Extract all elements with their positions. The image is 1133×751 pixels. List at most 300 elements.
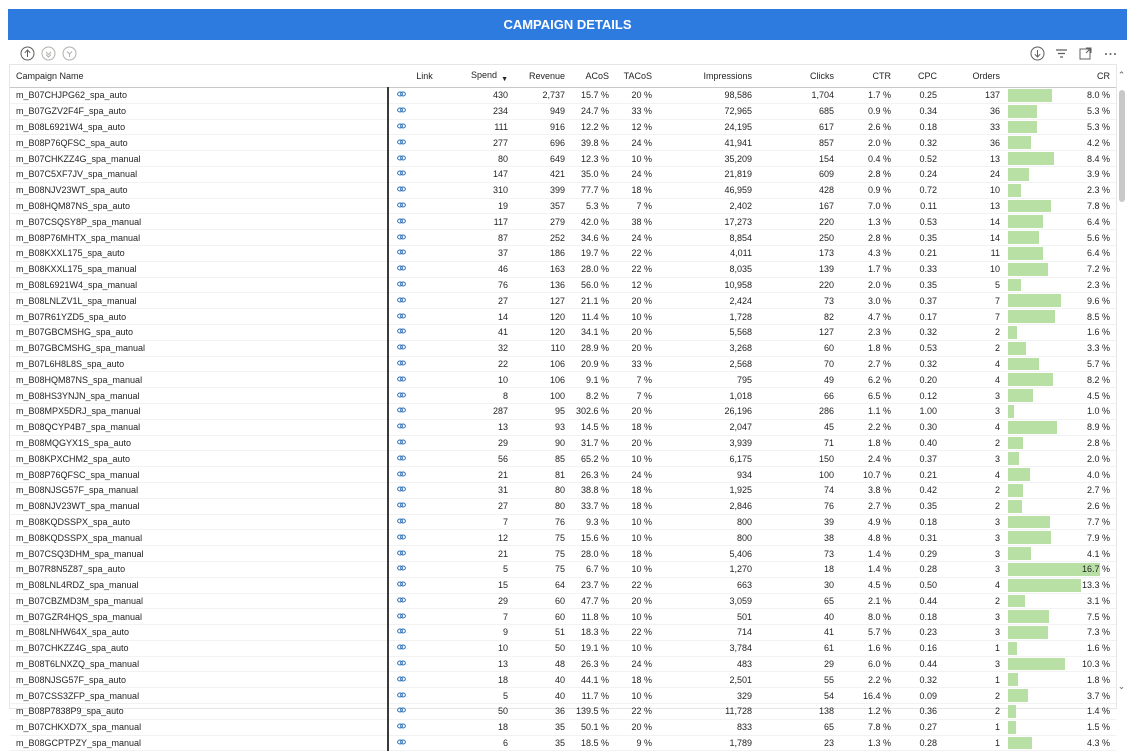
table-row[interactable] [10,498,1116,514]
column-header-cr[interactable]: CR [1006,65,1116,88]
table-row[interactable] [10,135,1116,151]
cpc-cell: 0.21 [897,245,943,261]
column-header-orders[interactable]: Orders [943,65,1006,88]
clicks-cell: 65 [758,593,840,609]
link-icon[interactable] [397,201,406,211]
clicks-cell: 60 [758,340,840,356]
link-icon[interactable] [397,217,406,227]
link-icon[interactable] [397,154,406,164]
cpc-cell: 0.50 [897,577,943,593]
campaign-name-cell: m_B07C5XF7JV_spa_manual [10,166,388,182]
link-icon[interactable] [397,659,406,669]
link-cell [388,340,461,356]
cr-data-bar [1008,326,1017,339]
link-cell [388,704,461,720]
impressions-cell: 10,958 [658,277,758,293]
tacos-cell: 24 % [615,166,658,182]
cr-data-bar [1008,579,1081,592]
ctr-cell: 1.7 % [840,261,897,277]
link-cell [388,88,461,104]
cr-value: 4.2 % [1086,137,1110,148]
link-cell [388,182,461,198]
column-header-link[interactable] [388,65,461,88]
link-cell [388,688,461,704]
cr-value: 2.6 % [1086,501,1110,512]
table-row[interactable] [10,640,1116,656]
spend-cell: 18 [461,719,514,735]
tacos-cell: 10 % [615,640,658,656]
link-icon[interactable] [397,675,406,685]
table-row[interactable] [10,625,1116,641]
impressions-cell: 663 [658,577,758,593]
cpc-cell: 0.33 [897,261,943,277]
link-cell [388,261,461,277]
scroll-up-icon[interactable]: ⌃ [1117,70,1126,80]
table-row[interactable] [10,656,1116,672]
revenue-cell: 2,737 [514,88,571,104]
table-row[interactable] [10,514,1116,530]
cr-value: 5.6 % [1086,232,1110,243]
revenue-cell: 120 [514,324,571,340]
cr-data-bar [1008,310,1055,323]
tacos-cell: 20 % [615,340,658,356]
more-options-icon[interactable] [1103,46,1118,61]
link-icon[interactable] [397,549,406,559]
orders-cell: 2 [943,482,1006,498]
ctr-cell: 4.8 % [840,530,897,546]
impressions-cell: 8,035 [658,261,758,277]
impressions-cell: 8,854 [658,230,758,246]
orders-cell: 2 [943,324,1006,340]
table-row[interactable] [10,230,1116,246]
filter-icon[interactable] [1054,46,1069,61]
cr-data-bar [1008,294,1061,307]
link-icon[interactable] [397,564,406,574]
tacos-cell: 22 % [615,245,658,261]
table-row[interactable] [10,372,1116,388]
table-row[interactable] [10,672,1116,688]
tacos-cell: 18 % [615,482,658,498]
cpc-cell: 0.09 [897,688,943,704]
link-icon[interactable] [397,422,406,432]
table-row[interactable] [10,561,1116,577]
cr-data-bar [1008,358,1039,371]
link-icon[interactable] [397,738,406,748]
link-cell [388,625,461,641]
table-row[interactable] [10,482,1116,498]
link-icon[interactable] [397,438,406,448]
ctr-cell: 1.7 % [840,88,897,104]
table-row[interactable] [10,356,1116,372]
tacos-cell: 20 % [615,403,658,419]
cr-value: 7.2 % [1086,264,1110,275]
table-row[interactable] [10,166,1116,182]
link-icon[interactable] [397,470,406,480]
visual-toolbar [8,44,1127,62]
campaign-name-cell: m_B08L6921W4_spa_manual [10,277,388,293]
campaign-name-cell: m_B08MPX5DRJ_spa_manual [10,403,388,419]
orders-cell: 1 [943,640,1006,656]
tacos-cell: 38 % [615,214,658,230]
table-row[interactable] [10,735,1116,751]
revenue-cell: 75 [514,530,571,546]
ctr-cell: 2.2 % [840,419,897,435]
revenue-cell: 40 [514,688,571,704]
link-cell [388,119,461,135]
acos-cell: 56.0 % [571,277,615,293]
link-cell [388,451,461,467]
spend-cell: 8 [461,388,514,404]
scrollbar-thumb[interactable] [1119,90,1125,202]
orders-cell: 3 [943,609,1006,625]
cr-cell [1006,546,1116,562]
cr-data-bar [1008,389,1033,402]
table-row[interactable] [10,198,1116,214]
link-cell [388,135,461,151]
orders-cell: 3 [943,561,1006,577]
cr-value: 7.7 % [1086,516,1110,527]
column-header-impressions[interactable]: Impressions [658,65,758,88]
table-row[interactable] [10,403,1116,419]
link-icon[interactable] [397,501,406,511]
revenue-cell: 60 [514,593,571,609]
cpc-cell: 0.42 [897,482,943,498]
ctr-cell: 2.1 % [840,593,897,609]
cr-value: 5.7 % [1086,358,1110,369]
impressions-cell: 501 [658,609,758,625]
link-icon[interactable] [397,533,406,543]
spend-cell: 5 [461,688,514,704]
cr-cell [1006,514,1116,530]
table-row[interactable] [10,451,1116,467]
link-icon[interactable] [397,106,406,116]
tacos-cell: 18 % [615,672,658,688]
campaign-name-cell: m_B07CSQ3DHM_spa_manual [10,546,388,562]
table-row[interactable] [10,151,1116,167]
link-icon[interactable] [397,722,406,732]
table-row[interactable] [10,293,1116,309]
impressions-cell: 3,059 [658,593,758,609]
table-row[interactable] [10,388,1116,404]
table-row[interactable] [10,119,1116,135]
impressions-cell: 4,011 [658,245,758,261]
cpc-cell: 0.44 [897,656,943,672]
link-icon[interactable] [397,454,406,464]
spend-cell: 430 [461,88,514,104]
campaign-name-cell: m_B08KXXL175_spa_auto [10,245,388,261]
link-icon[interactable] [397,122,406,132]
link-icon[interactable] [397,627,406,637]
link-icon[interactable] [397,706,406,716]
clicks-cell: 38 [758,530,840,546]
column-header-cpc[interactable]: CPC [897,65,943,88]
impressions-cell: 800 [658,514,758,530]
revenue-cell: 252 [514,230,571,246]
cr-data-bar [1008,247,1043,260]
table-row[interactable] [10,577,1116,593]
cpc-cell: 0.32 [897,135,943,151]
cr-data-bar [1008,547,1031,560]
campaign-name-cell: m_B08NJSG57F_spa_manual [10,482,388,498]
ctr-cell: 3.0 % [840,293,897,309]
cpc-cell: 0.11 [897,198,943,214]
link-icon[interactable] [397,580,406,590]
focus-mode-icon[interactable] [1078,46,1093,61]
spend-cell: 29 [461,593,514,609]
cr-cell [1006,261,1116,277]
cr-value: 8.5 % [1086,311,1110,322]
table-row[interactable] [10,277,1116,293]
orders-cell: 13 [943,198,1006,214]
tacos-cell: 20 % [615,324,658,340]
vertical-scrollbar[interactable] [1116,64,1127,707]
campaign-name-cell: m_B08NJV23WT_spa_manual [10,498,388,514]
ctr-cell: 8.0 % [840,609,897,625]
cr-value: 4.5 % [1086,390,1110,401]
acos-cell: 47.7 % [571,593,615,609]
tacos-cell: 18 % [615,182,658,198]
table-row[interactable] [10,103,1116,119]
cr-data-bar [1008,342,1026,355]
table-row[interactable] [10,530,1116,546]
link-cell [388,198,461,214]
campaign-name-cell: m_B08LNL4RDZ_spa_manual [10,577,388,593]
table-row[interactable] [10,704,1116,720]
table-row[interactable] [10,324,1116,340]
cr-data-bar [1008,610,1049,623]
link-icon[interactable] [397,359,406,369]
column-header-link-label: Link [416,71,433,81]
clicks-cell: 71 [758,435,840,451]
link-cell [388,719,461,735]
ctr-cell: 2.7 % [840,356,897,372]
link-cell [388,277,461,293]
spend-cell: 6 [461,735,514,751]
revenue-cell: 80 [514,498,571,514]
campaign-name-cell: m_B08NJSG57F_spa_auto [10,672,388,688]
column-header-tacos[interactable]: TACoS [615,65,658,88]
table-row[interactable] [10,245,1116,261]
tacos-cell: 22 % [615,261,658,277]
expand-next-level-icon[interactable] [62,46,77,61]
impressions-cell: 2,424 [658,293,758,309]
link-icon[interactable] [397,375,406,385]
tacos-cell: 24 % [615,467,658,483]
table-row[interactable] [10,261,1116,277]
link-icon[interactable] [397,185,406,195]
link-icon[interactable] [397,138,406,148]
acos-cell: 18.3 % [571,625,615,641]
impressions-cell: 2,501 [658,672,758,688]
drill-mode-icon[interactable] [1030,46,1045,61]
cpc-cell: 0.53 [897,340,943,356]
spend-cell: 29 [461,435,514,451]
drill-down-icon[interactable] [41,46,56,61]
cr-data-bar [1008,673,1018,686]
link-icon[interactable] [397,343,406,353]
impressions-cell: 3,784 [658,640,758,656]
impressions-cell: 24,195 [658,119,758,135]
link-cell [388,103,461,119]
acos-cell: 28.0 % [571,261,615,277]
cr-cell [1006,735,1116,751]
spend-cell: 7 [461,514,514,530]
impressions-cell: 1,270 [658,561,758,577]
clicks-cell: 82 [758,309,840,325]
table-row[interactable] [10,340,1116,356]
cr-cell [1006,419,1116,435]
column-header-revenue[interactable]: Revenue [514,65,571,88]
table-row[interactable] [10,593,1116,609]
cr-value: 1.8 % [1086,674,1110,685]
cr-data-bar [1008,373,1053,386]
link-cell [388,546,461,562]
campaign-name-cell: m_B08QCYP4B7_spa_manual [10,419,388,435]
drill-up-icon[interactable] [20,46,35,61]
link-icon[interactable] [397,517,406,527]
spend-cell: 56 [461,451,514,467]
link-icon[interactable] [397,280,406,290]
cr-value: 3.1 % [1086,595,1110,606]
clicks-cell: 55 [758,672,840,688]
spend-cell: 7 [461,609,514,625]
scroll-down-icon[interactable]: ⌄ [1117,681,1126,691]
revenue-cell: 916 [514,119,571,135]
impressions-cell: 35,209 [658,151,758,167]
ctr-cell: 2.3 % [840,324,897,340]
ctr-cell: 1.8 % [840,435,897,451]
cr-data-bar [1008,642,1017,655]
campaign-name-cell: m_B08LNLZV1L_spa_manual [10,293,388,309]
link-cell [388,561,461,577]
orders-cell: 4 [943,577,1006,593]
impressions-cell: 483 [658,656,758,672]
tacos-cell: 10 % [615,561,658,577]
spend-cell: 15 [461,577,514,593]
cr-cell [1006,309,1116,325]
table-row[interactable] [10,309,1116,325]
spend-cell: 13 [461,656,514,672]
orders-cell: 4 [943,356,1006,372]
column-header-spend[interactable] [461,65,514,88]
link-icon[interactable] [397,485,406,495]
link-icon[interactable] [397,169,406,179]
table-row[interactable] [10,467,1116,483]
cr-data-bar [1008,136,1031,149]
cr-cell [1006,656,1116,672]
orders-cell: 1 [943,719,1006,735]
cr-data-bar [1008,89,1052,102]
cpc-cell: 0.28 [897,735,943,751]
ctr-cell: 4.3 % [840,245,897,261]
cr-data-bar [1008,421,1057,434]
campaign-name-cell: m_B08LNHW64X_spa_auto [10,625,388,641]
cr-cell [1006,640,1116,656]
link-cell [388,293,461,309]
cr-cell [1006,88,1116,104]
cr-cell [1006,198,1116,214]
table-row[interactable] [10,88,1116,104]
link-icon[interactable] [397,596,406,606]
table-row[interactable] [10,214,1116,230]
orders-cell: 3 [943,388,1006,404]
tacos-cell: 33 % [615,356,658,372]
impressions-cell: 17,273 [658,214,758,230]
link-icon[interactable] [397,312,406,322]
campaign-name-cell: m_B07CHKZZ4G_spa_manual [10,151,388,167]
acos-cell: 11.7 % [571,688,615,704]
table-row[interactable] [10,419,1116,435]
column-header-campaign-name[interactable]: Campaign Name [10,65,388,88]
link-cell [388,482,461,498]
tacos-cell: 18 % [615,419,658,435]
link-icon[interactable] [397,691,406,701]
link-icon[interactable] [397,90,406,100]
acos-cell: 50.1 % [571,719,615,735]
link-icon[interactable] [397,327,406,337]
spend-cell: 117 [461,214,514,230]
column-header-ctr[interactable]: CTR [840,65,897,88]
clicks-cell: 617 [758,119,840,135]
cr-data-bar [1008,452,1019,465]
orders-cell: 7 [943,309,1006,325]
cr-cell [1006,719,1116,735]
cr-value: 4.1 % [1086,548,1110,559]
cr-data-bar [1008,595,1025,608]
orders-cell: 4 [943,372,1006,388]
table-row[interactable] [10,688,1116,704]
link-icon[interactable] [397,233,406,243]
link-icon[interactable] [397,296,406,306]
revenue-cell: 90 [514,435,571,451]
table-row[interactable] [10,182,1116,198]
link-icon[interactable] [397,264,406,274]
clicks-cell: 286 [758,403,840,419]
cr-cell [1006,293,1116,309]
link-icon[interactable] [397,406,406,416]
link-cell [388,577,461,593]
cr-data-bar [1008,484,1023,497]
cr-cell [1006,388,1116,404]
link-icon[interactable] [397,248,406,258]
link-icon[interactable] [397,643,406,653]
table-row[interactable] [10,546,1116,562]
link-icon[interactable] [397,612,406,622]
cr-cell [1006,166,1116,182]
column-header-acos[interactable]: ACoS [571,65,615,88]
ctr-cell: 6.5 % [840,388,897,404]
link-cell [388,324,461,340]
revenue-cell: 80 [514,482,571,498]
orders-cell: 36 [943,103,1006,119]
orders-cell: 14 [943,214,1006,230]
link-icon[interactable] [397,391,406,401]
campaign-name-cell: m_B07CHKZZ4G_spa_auto [10,640,388,656]
tacos-cell: 10 % [615,688,658,704]
clicks-cell: 220 [758,214,840,230]
table-row[interactable] [10,435,1116,451]
spend-cell: 310 [461,182,514,198]
column-header-clicks[interactable]: Clicks [758,65,840,88]
cr-cell [1006,704,1116,720]
revenue-cell: 279 [514,214,571,230]
table-row[interactable] [10,609,1116,625]
cr-value: 5.3 % [1086,106,1110,117]
ctr-cell: 1.4 % [840,561,897,577]
campaign-name-cell: m_B08T6LNXZQ_spa_manual [10,656,388,672]
campaign-name-cell: m_B07GBCMSHG_spa_auto [10,324,388,340]
table-row[interactable] [10,719,1116,735]
